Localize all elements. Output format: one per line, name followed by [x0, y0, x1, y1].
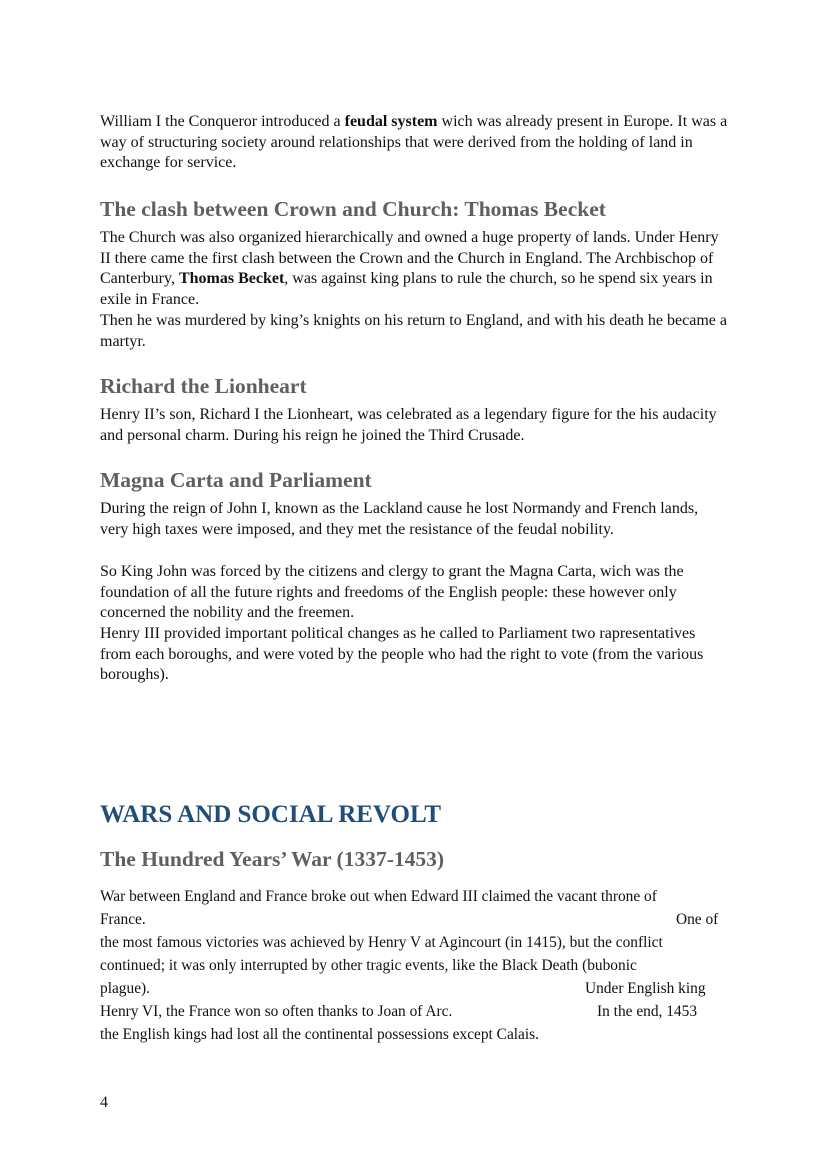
becket-bold-name: Thomas Becket: [178, 270, 285, 288]
war-line-5-right: Under English king: [585, 980, 706, 997]
becket-paragraph-1: [100, 228, 730, 311]
war-line-4: continued; it was only interrupted by other tragic events, like the Black Death (bubonic: [100, 957, 637, 974]
richard-heading: Richard the Lionheart: [100, 374, 307, 398]
becket-paragraph-2: Then he was murdered by king’s knights on his return to England, and with his death he became a martyr.: [100, 312, 727, 350]
becket-text-1: The Church was also organized hierarchically and owned a huge property of lands. Under Henry II there came the first clash between the Crown and the Church in England. The Archbischop of Canterbury,: [100, 229, 719, 288]
war-line-6: [100, 1000, 730, 1023]
war-line-5-left: plague).: [100, 980, 150, 997]
intro-text-1: William I the Conqueror introduced a: [100, 113, 345, 130]
magna-heading: Magna Carta and Parliament: [100, 468, 372, 492]
war-line-2-left: France.: [100, 911, 146, 928]
intro-text-2: wich was already present in Europe. It was a way of structuring society around relationships that were derived from the holding of land in exchange for service.: [100, 113, 728, 172]
war-line-7: the English kings had lost all the continental possessions except Calais.: [100, 1026, 539, 1043]
richard-paragraph: Henry II’s son, Richard I the Lionheart, was celebrated as a legendary figure for the his audacity and personal charm. During his reign he joined the Third Crusade.: [100, 406, 717, 444]
intro-paragraph: [100, 112, 730, 174]
wars-section-title: WARS AND SOCIAL REVOLT: [100, 801, 442, 828]
magna-paragraph-2: So King John was forced by the citizens and clergy to grant the Magna Carta, wich was the foundation of all the future rights and freedoms of the English people: these however only concerned the nobility and the freemen.: [100, 563, 684, 622]
page-number: 4: [100, 1094, 108, 1111]
war-line-2-right: One of: [676, 911, 719, 928]
war-line-5: [100, 977, 730, 1000]
war-line-2: [100, 908, 730, 931]
magna-paragraph-3: Henry III provided important political changes as he called to Parliament two rapresentatives from each boroughs, and were voted by the people who had the right to vote (from the various boroughs).: [100, 625, 704, 684]
hundred-years-war-text: [100, 885, 730, 1046]
becket-text-2: , was against king plans to rule the church, so he spend six years in exile in France.: [100, 270, 713, 309]
becket-heading: The clash between Crown and Church: Thomas Becket: [100, 197, 606, 221]
intro-bold-term: feudal system: [344, 113, 438, 130]
war-line-6-left: Henry VI, the France won so often thanks to Joan of Arc.: [100, 1003, 453, 1020]
war-line-3: the most famous victories was achieved by Henry V at Agincourt (in 1415), but the conflict: [100, 934, 663, 951]
war-line-1: War between England and France broke out when Edward III claimed the vacant throne of: [100, 888, 657, 905]
hundred-years-war-heading: The Hundred Years’ War (1337-1453): [100, 847, 445, 871]
magna-paragraph-1: During the reign of John I, known as the Lackland cause he lost Normandy and French lands, very high taxes were imposed, and they met the resistance of the feudal nobility.: [100, 500, 699, 538]
war-line-6-right: In the end, 1453: [597, 1003, 698, 1020]
